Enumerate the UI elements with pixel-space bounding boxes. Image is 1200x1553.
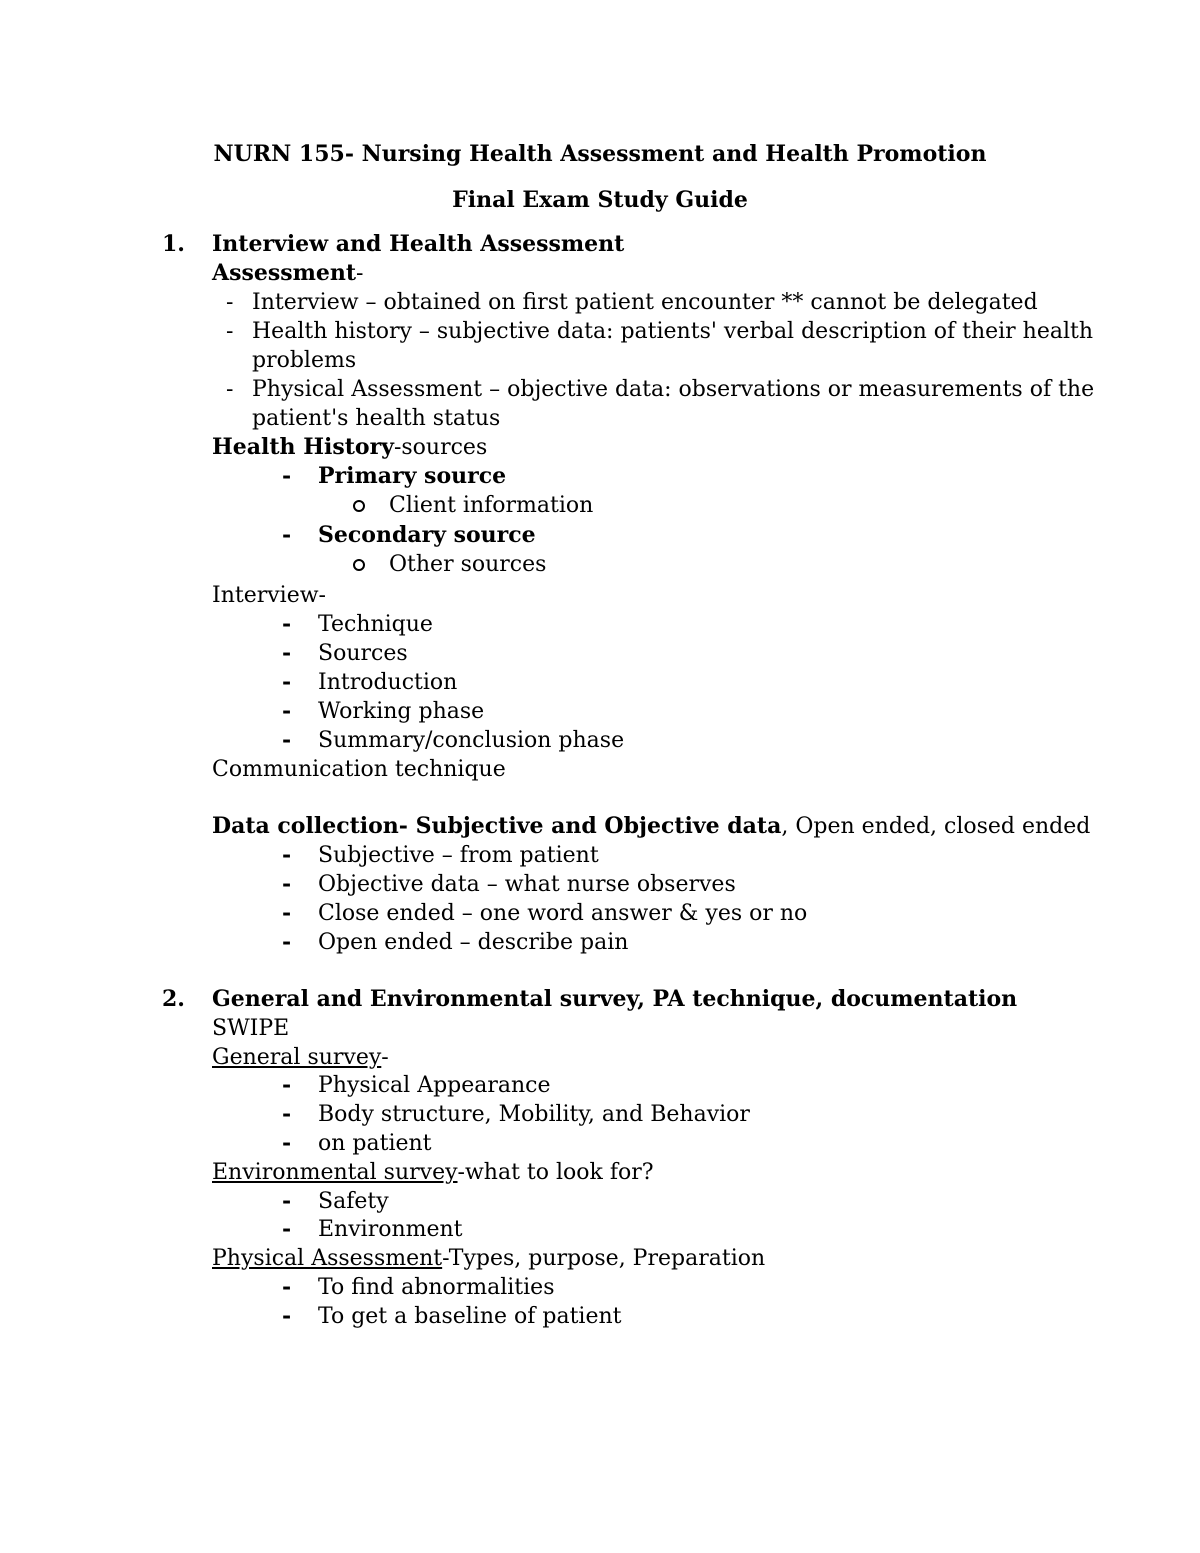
interview-item: Summary/conclusion phase — [318, 728, 625, 753]
dash-marker: - — [226, 377, 234, 402]
physical-assessment-item: To get a baseline of patient — [318, 1304, 622, 1329]
dash-marker: - — [282, 1274, 292, 1300]
secondary-source-detail: Other sources — [389, 552, 547, 577]
general-survey-item: Physical Appearance — [318, 1073, 551, 1098]
environmental-survey-label: Environmental survey-what to look for? — [212, 1160, 654, 1185]
interview-item: Technique — [318, 612, 433, 637]
section-1-heading: Interview and Health Assessment — [212, 231, 625, 257]
section-2-heading: General and Environmental survey, PA technique, documentation — [212, 986, 1018, 1012]
dash-marker: - — [282, 1188, 292, 1214]
environmental-survey-item: Environment — [318, 1217, 463, 1242]
assessment-item-continued: problems — [252, 348, 357, 373]
swipe-label: SWIPE — [212, 1016, 290, 1041]
communication-technique-label: Communication technique — [212, 757, 506, 782]
primary-source-detail: Client information — [389, 493, 594, 518]
dash-marker: - — [282, 611, 292, 637]
secondary-source-label: Secondary source — [318, 522, 536, 548]
dash-marker: - — [282, 900, 292, 926]
data-collection-item: Objective data – what nurse observes — [318, 872, 736, 897]
dash-marker: - — [282, 929, 292, 955]
data-collection-item: Open ended – describe pain — [318, 930, 629, 955]
dash-marker: - — [282, 1216, 292, 1242]
interview-item: Working phase — [318, 699, 485, 724]
dash-marker: - — [226, 319, 234, 344]
data-collection-item: Close ended – one word answer & yes or no — [318, 901, 808, 926]
dash-marker: - — [282, 522, 292, 548]
circle-bullet-icon — [353, 559, 365, 571]
interview-item: Sources — [318, 641, 408, 666]
assessment-item: Interview – obtained on first patient encounter ** cannot be delegated — [252, 290, 1038, 315]
dash-marker: - — [282, 842, 292, 868]
dash-marker: - — [282, 727, 292, 753]
dash-marker: - — [282, 871, 292, 897]
dash-marker: - — [282, 698, 292, 724]
dash-marker: - — [282, 1303, 292, 1329]
assessment-item: Physical Assessment – objective data: observations or measurements of the — [252, 377, 1095, 402]
assessment-label: Assessment- — [212, 260, 364, 286]
dash-marker: - — [282, 1130, 292, 1156]
dash-marker: - — [282, 463, 292, 489]
course-title: NURN 155- Nursing Health Assessment and Health Promotion — [213, 141, 987, 167]
data-collection-label: Data collection- Subjective and Objective data, Open ended, closed ended — [212, 813, 1091, 839]
general-survey-item: Body structure, Mobility, and Behavior — [318, 1102, 750, 1127]
physical-assessment-item: To find abnormalities — [318, 1275, 555, 1300]
circle-bullet-icon — [353, 500, 365, 512]
section-1-number: 1. — [162, 231, 185, 257]
general-survey-item: on patient — [318, 1131, 432, 1156]
health-history-label: Health History-sources — [212, 434, 488, 460]
dash-marker: - — [282, 1072, 292, 1098]
interview-item: Introduction — [318, 670, 458, 695]
assessment-item: Health history – subjective data: patients' verbal description of their health — [252, 319, 1094, 344]
assessment-item-continued: patient's health status — [252, 406, 501, 431]
physical-assessment-label: Physical Assessment-Types, purpose, Preparation — [212, 1246, 766, 1271]
primary-source-label: Primary source — [318, 463, 507, 489]
dash-marker: - — [282, 1101, 292, 1127]
data-collection-item: Subjective – from patient — [318, 843, 599, 868]
dash-marker: - — [282, 640, 292, 666]
general-survey-label: General survey- — [212, 1045, 389, 1070]
dash-marker: - — [282, 669, 292, 695]
interview-label: Interview- — [212, 583, 326, 608]
environmental-survey-item: Safety — [318, 1189, 389, 1214]
dash-marker: - — [226, 290, 234, 315]
study-guide-subtitle: Final Exam Study Guide — [452, 187, 748, 213]
section-2-number: 2. — [162, 986, 185, 1012]
